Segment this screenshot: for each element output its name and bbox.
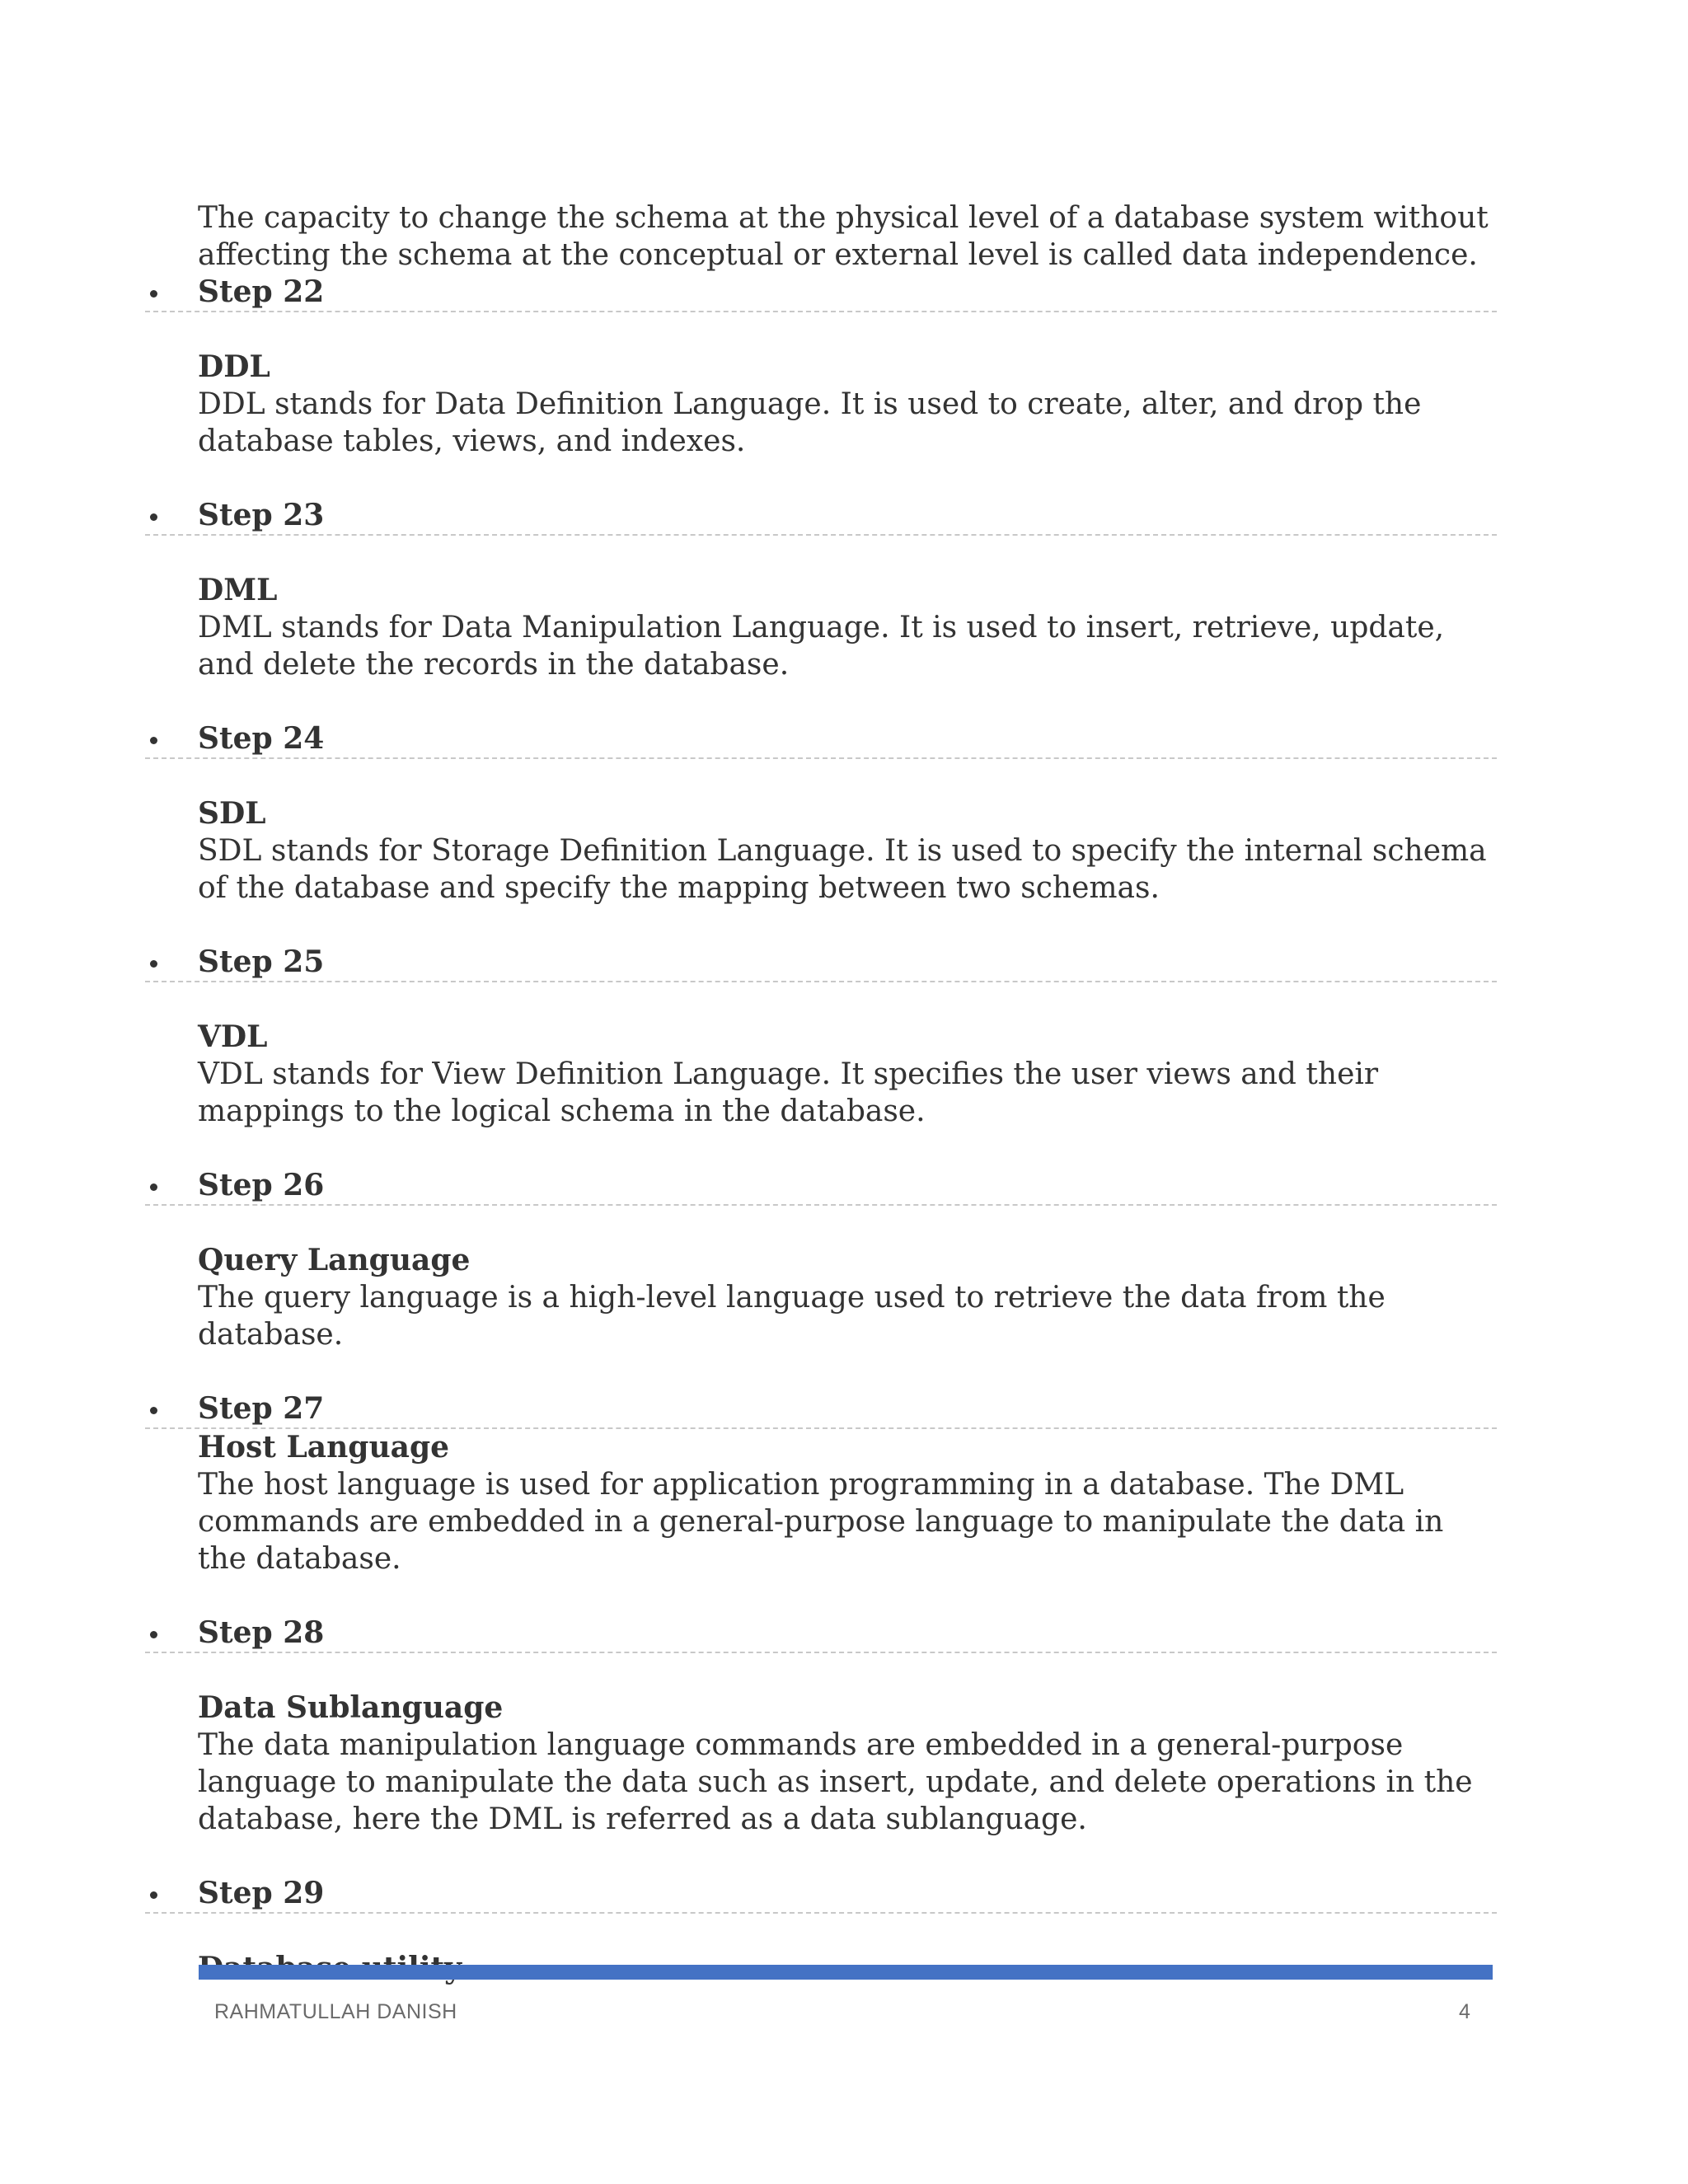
term-description: SDL stands for Storage Definition Language. It is used to specify the internal schema of the database and specify the mapping between two schemas. (198, 834, 1487, 905)
step-label: Step 22 (198, 274, 325, 309)
term-heading: Data Sublanguage (198, 1690, 504, 1725)
term-description: DDL stands for Data Definition Language. It is used to create, alter, and drop the database tables, views, and indexes. (198, 387, 1422, 458)
term-heading: DDL (198, 349, 270, 384)
footer-page-number: 4 (1459, 2000, 1470, 2023)
step-heading (145, 1167, 1497, 1206)
step-label: Step 26 (198, 1168, 325, 1202)
bullet-icon (150, 1183, 157, 1191)
step-label: Step 24 (198, 721, 325, 756)
step-label: Step 23 (198, 498, 325, 532)
bullet-icon (150, 960, 157, 968)
term-heading: SDL (198, 796, 266, 831)
term-description: The data manipulation language commands are embedded in a general-purpose language to manipulate the data such as insert, update, and delete operations in the database, here the DML is referred as a data sublanguage. (198, 1728, 1473, 1836)
step-label: Step 29 (198, 1876, 325, 1910)
term-description: The query language is a high-level language used to retrieve the data from the database. (198, 1281, 1386, 1352)
footer-author: RAHMATULLAH DANISH (214, 2000, 457, 2023)
step-heading (145, 944, 1497, 982)
step-label: Step 28 (198, 1615, 325, 1650)
step-heading (145, 1875, 1497, 1914)
term-description: VDL stands for View Definition Language. It specifies the user views and their mappings to the logical schema in the database. (198, 1057, 1379, 1128)
term-heading: Host Language (198, 1430, 450, 1465)
footer-bar (199, 1965, 1493, 1980)
step-heading (145, 720, 1497, 759)
intro-paragraph: The capacity to change the schema at the physical level of a database system without affecting the schema at the conceptual or external level is called data independence. (198, 201, 1489, 272)
bullet-icon (150, 737, 157, 744)
term-heading: DML (198, 573, 278, 607)
term-description: DML stands for Data Manipulation Language. It is used to insert, retrieve, update, and delete the records in the database. (198, 611, 1445, 682)
step-heading (145, 497, 1497, 536)
page-content (145, 199, 1497, 1987)
bullet-icon (150, 1891, 157, 1899)
bullet-icon (150, 290, 157, 298)
bullet-icon (150, 1407, 157, 1414)
bullet-icon (150, 513, 157, 521)
step-label: Step 25 (198, 944, 325, 979)
step-heading (145, 1390, 1497, 1429)
term-heading: Query Language (198, 1243, 471, 1277)
step-heading (145, 274, 1497, 312)
bullet-icon (150, 1631, 157, 1638)
term-description: The host language is used for application programming in a database. The DML commands are embedded in a general-purpose language to manipulate the data in the database. (198, 1468, 1444, 1576)
step-heading (145, 1615, 1497, 1653)
step-label: Step 27 (198, 1391, 325, 1426)
term-heading: VDL (198, 1019, 268, 1054)
